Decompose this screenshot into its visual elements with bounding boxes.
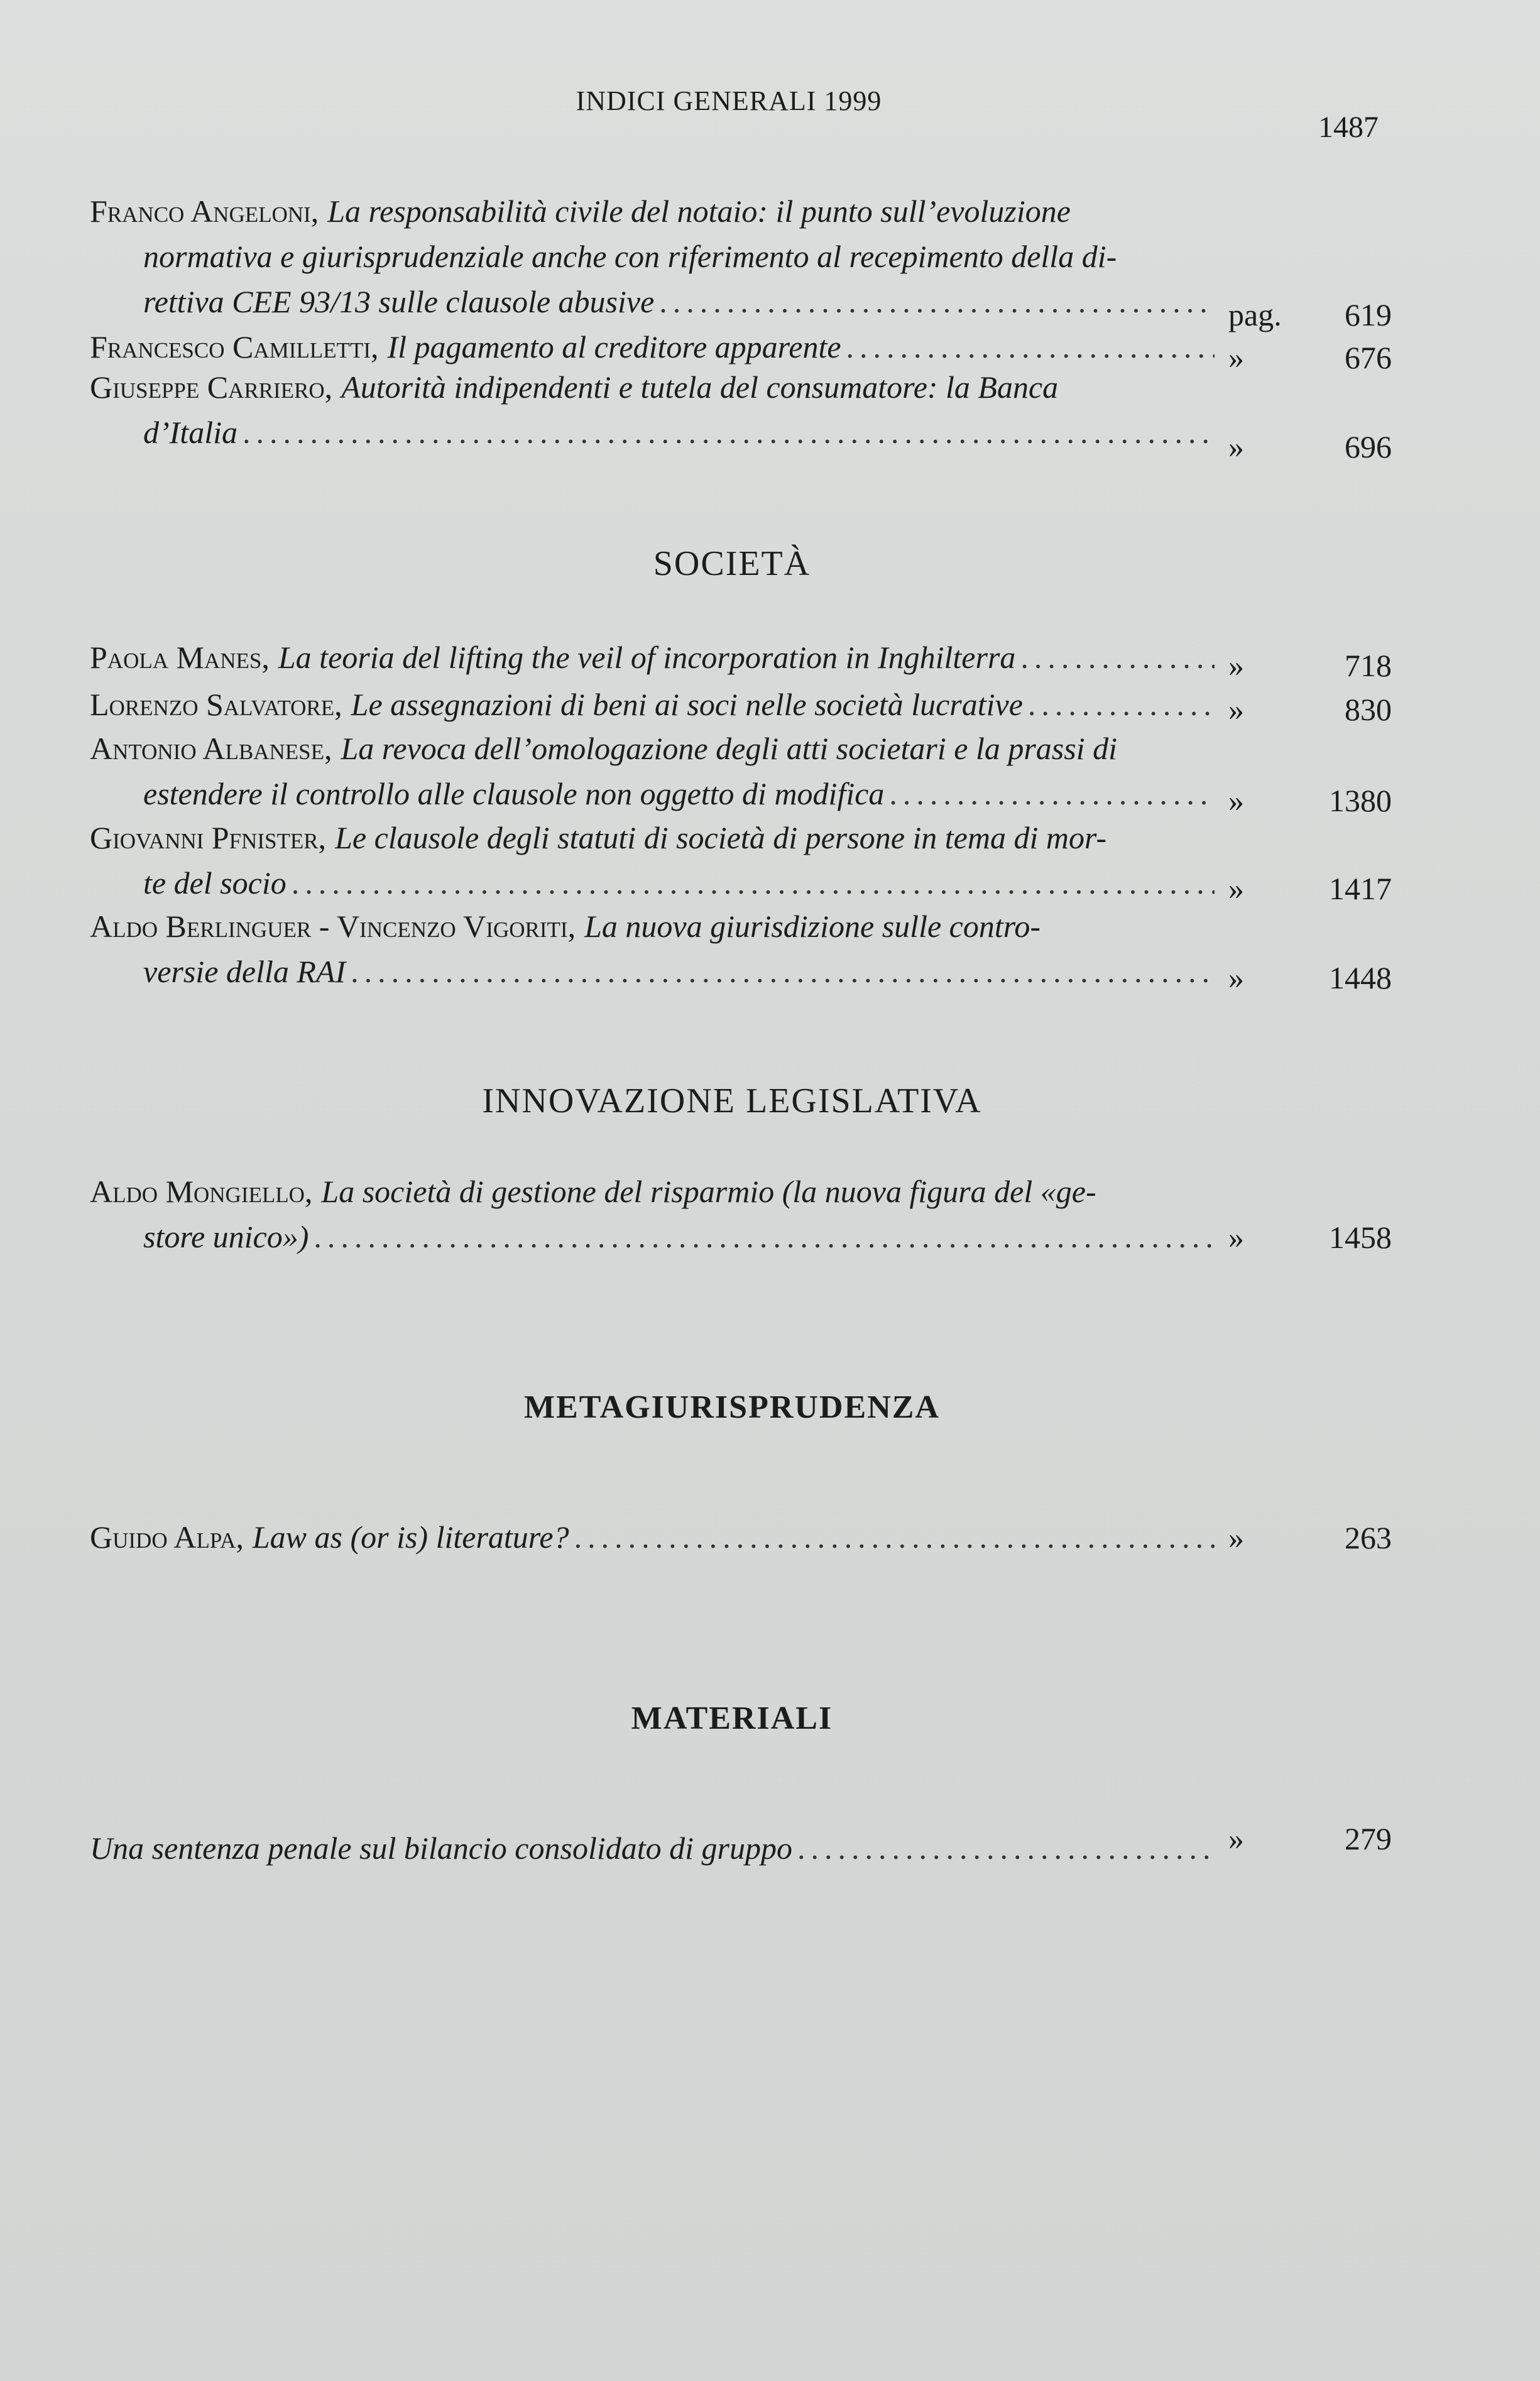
section-heading-materiali: MATERIALI xyxy=(631,1700,833,1736)
entry-title: La revoca dell’omologazione degli atti societari e la prassi di xyxy=(341,731,1117,766)
reference-marker: » xyxy=(1228,871,1244,906)
entry-author: Francesco Camilletti, xyxy=(90,329,379,364)
page-reference xyxy=(1228,1219,1392,1256)
dot-leader xyxy=(846,324,1215,369)
entry-title: estendere il controllo alle clausole non oggetto di modifica xyxy=(143,776,885,811)
dot-leader xyxy=(574,1514,1215,1560)
toc-entry xyxy=(90,815,1215,906)
dot-leader xyxy=(1020,635,1215,680)
section-heading-innovazione: INNOVAZIONE LEGISLATIVA xyxy=(482,1081,982,1120)
reference-page: 830 xyxy=(1345,692,1392,727)
entry-author: Giovanni Pfnister, xyxy=(90,820,327,855)
reference-page: 696 xyxy=(1345,429,1392,464)
reference-marker: » xyxy=(1228,783,1244,818)
entry-author: Giuseppe Carriero, xyxy=(90,369,333,405)
page-reference xyxy=(1228,339,1392,376)
reference-page: 718 xyxy=(1345,648,1392,683)
reference-page: 279 xyxy=(1345,1821,1392,1856)
section-heading-societa: SOCIETÀ xyxy=(653,544,811,583)
reference-page: 1380 xyxy=(1329,783,1392,818)
dot-leader xyxy=(889,771,1215,816)
toc-entry xyxy=(90,1169,1215,1259)
section-heading-metagiurisprudenza: METAGIURISPRUDENZA xyxy=(524,1389,940,1425)
entry-title: Autorità indipendenti e tutela del consumatore: la Banca xyxy=(341,369,1059,405)
reference-page: 1417 xyxy=(1329,871,1392,906)
page-reference xyxy=(1228,1820,1392,1857)
reference-page: 676 xyxy=(1345,340,1392,375)
entry-title: Le assegnazioni di beni ai soci nelle società lucrative xyxy=(351,687,1023,722)
reference-marker: » xyxy=(1228,692,1244,727)
entry-title: La nuova giurisdizione sulle contro- xyxy=(584,909,1040,944)
toc-entry xyxy=(90,726,1215,816)
dot-leader xyxy=(659,279,1215,324)
reference-page: 1448 xyxy=(1329,960,1392,995)
dot-leader xyxy=(1028,682,1215,727)
page-reference xyxy=(1228,691,1392,728)
page-reference xyxy=(1228,960,1392,996)
reference-marker: » xyxy=(1228,960,1244,995)
entry-author: Antonio Albanese, xyxy=(90,731,332,766)
page-reference xyxy=(1228,647,1392,684)
dot-leader xyxy=(292,860,1215,906)
reference-marker: » xyxy=(1228,429,1244,464)
entry-author: Guido Alpa, xyxy=(90,1519,244,1555)
dot-leader xyxy=(243,410,1215,455)
toc-entry xyxy=(90,189,1215,324)
toc-entry xyxy=(90,635,1215,680)
reference-marker: » xyxy=(1228,1821,1244,1856)
dot-leader xyxy=(797,1825,1215,1871)
page-reference xyxy=(1228,870,1392,907)
entry-title: d’Italia xyxy=(143,415,238,450)
toc-entry xyxy=(90,1825,1215,1871)
reference-marker: pag. xyxy=(1228,297,1282,332)
reference-marker: » xyxy=(1228,648,1244,683)
entry-author: Franco Angeloni, xyxy=(90,194,319,229)
entry-author: Paola Manes, xyxy=(90,640,270,675)
toc-entry xyxy=(90,364,1215,455)
entry-title: rettiva CEE 93/13 sulle clausole abusive xyxy=(143,284,655,319)
reference-marker: » xyxy=(1228,340,1244,375)
entry-title: La responsabilità civile del notaio: il punto sull’evoluzione xyxy=(327,194,1071,229)
page-number: 1487 xyxy=(1318,111,1379,144)
entry-title: Il pagamento al creditore apparente xyxy=(387,329,841,364)
toc-entry xyxy=(90,682,1215,727)
entry-title: Una sentenza penale sul bilancio consolidato di gruppo xyxy=(90,1831,792,1866)
page-reference xyxy=(1228,297,1392,333)
toc-entry xyxy=(90,324,1215,369)
entry-title: versie della RAI xyxy=(143,954,346,989)
dot-leader xyxy=(314,1214,1215,1259)
entry-title: La società di gestione del risparmio (la nuova figura del «ge- xyxy=(321,1174,1096,1209)
dot-leader xyxy=(351,949,1215,994)
entry-title: Le clausole degli statuti di società di persone in tema di mor- xyxy=(335,820,1107,855)
page-reference xyxy=(1228,429,1392,465)
entry-title: te del socio xyxy=(143,865,287,900)
reference-marker: » xyxy=(1228,1520,1244,1555)
reference-page: 263 xyxy=(1345,1520,1392,1555)
running-header: INDICI GENERALI 1999 xyxy=(576,85,882,116)
page-reference xyxy=(1228,782,1392,819)
entry-title: La teoria del lifting the veil of incorporation in Inghilterra xyxy=(278,640,1016,675)
toc-entry xyxy=(90,904,1215,994)
entry-author: Aldo Berlinguer - Vincenzo Vigoriti, xyxy=(90,909,576,944)
reference-page: 619 xyxy=(1345,297,1392,332)
toc-entry xyxy=(90,1514,1215,1560)
reference-page: 1458 xyxy=(1329,1220,1392,1255)
page-reference xyxy=(1228,1519,1392,1556)
entry-author: Lorenzo Salvatore, xyxy=(90,687,342,722)
entry-title: Law as (or is) literature? xyxy=(252,1519,569,1555)
reference-marker: » xyxy=(1228,1220,1244,1255)
entry-title: store unico») xyxy=(143,1219,309,1254)
entry-author: Aldo Mongiello, xyxy=(90,1174,313,1209)
entry-title: normativa e giurisprudenziale anche con riferimento al recepimento della di- xyxy=(143,239,1117,274)
